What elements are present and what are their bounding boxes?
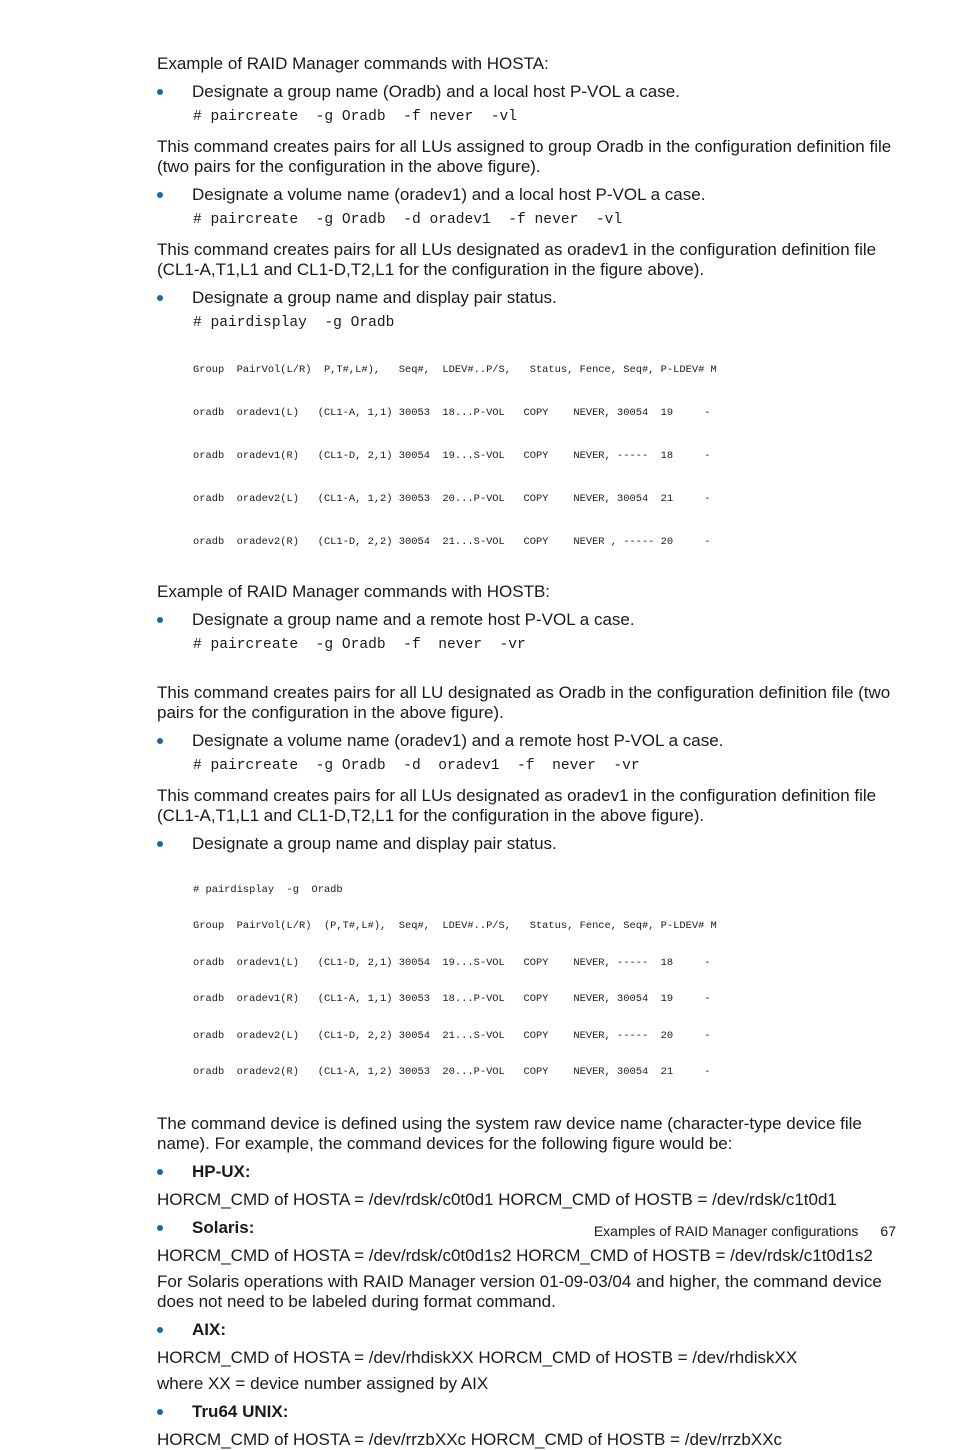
page-number: 67 — [880, 1223, 896, 1239]
paragraph: HORCM_CMD of HOSTA = /dev/rhdiskXX HORCM_CMD of HOSTB = /dev/rhdiskXX — [157, 1348, 798, 1368]
paragraph: This command creates pairs for all LUs assigned to group Oradb in the configuration definition file (two pairs for the configuration in the above figure). — [157, 137, 892, 176]
paragraph: This command creates pairs for all LUs designated as oradev1 in the configuration definition file (CL1-A,T1,L1 and CL1-D,T2,L1 for the configuration in the figure above). — [157, 240, 877, 279]
table-header: Group PairVol(L/R) (P,T#,L#), Seq#, LDEV#..P/S, Status, Fence, Seq#, P-LDEV# M — [193, 920, 717, 933]
bullet-icon — [157, 89, 163, 95]
command-line: # paircreate -g Oradb -d oradev1 -f never -vl — [193, 212, 623, 228]
paragraph: The command device is defined using the system raw device name (character-type device file name). For example, the command devices for the following figure would be: — [157, 1114, 862, 1154]
list-item — [157, 1402, 902, 1422]
table-row: oradb oradev1(L) (CL1-D, 2,1) 30054 19...S-VOL COPY NEVER, ----- 18 - — [193, 956, 711, 969]
command-line: # paircreate -g Oradb -f never -vl — [193, 109, 518, 125]
command-line: # pairdisplay -g Oradb — [193, 315, 395, 331]
list-item — [157, 1320, 902, 1340]
bullet-icon — [157, 295, 163, 301]
os-label-hpux: HP-UX: — [192, 1162, 251, 1182]
bullet-icon — [157, 1225, 163, 1231]
table-row: oradb oradev2(R) (CL1-D, 2,2) 30054 21...S-VOL COPY NEVER , ----- 20 - — [193, 536, 711, 548]
bullet-icon — [157, 841, 163, 847]
list-item — [157, 1162, 902, 1182]
footer-title: Examples of RAID Manager configurations — [593, 1223, 859, 1239]
page-footer — [594, 1223, 896, 1239]
list-item — [157, 834, 902, 854]
bullet-text: Designate a group name and a remote host P-VOL a case. — [192, 610, 635, 629]
paragraph: HORCM_CMD of HOSTA = /dev/rdsk/c0t0d1 HORCM_CMD of HOSTB = /dev/rdsk/c1t0d1 — [157, 1190, 837, 1210]
bullet-text: Designate a group name (Oradb) and a local host P-VOL a case. — [192, 82, 680, 101]
bullet-text: Designate a group name and display pair status. — [192, 288, 557, 307]
bullet-text: Designate a group name and display pair status. — [192, 834, 557, 853]
pairdisplay-output — [193, 337, 902, 576]
bullet-text: Designate a volume name (oradev1) and a remote host P-VOL a case. — [192, 731, 724, 750]
os-label-solaris: Solaris: — [192, 1218, 255, 1238]
table-row: oradb oradev1(L) (CL1-A, 1,1) 30053 18...P-VOL COPY NEVER, 30054 19 - — [193, 407, 711, 419]
bullet-icon — [157, 192, 163, 198]
hostb-intro: Example of RAID Manager commands with HOSTB: — [157, 582, 551, 601]
os-label-tru64: Tru64 UNIX: — [192, 1402, 289, 1422]
table-row: oradb oradev1(R) (CL1-A, 1,1) 30053 18...P-VOL COPY NEVER, 30054 19 - — [193, 993, 711, 1006]
bullet-icon — [157, 1169, 163, 1175]
paragraph: where XX = device number assigned by AIX — [157, 1374, 489, 1394]
paragraph: HORCM_CMD of HOSTA = /dev/rrzbXXc HORCM_CMD of HOSTB = /dev/rrzbXXc — [157, 1430, 783, 1450]
document-page — [157, 54, 902, 1450]
list-item — [157, 610, 902, 630]
table-header: Group PairVol(L/R) P,T#,L#), Seq#, LDEV#..P/S, Status, Fence, Seq#, P-LDEV# M — [193, 364, 717, 376]
paragraph: HORCM_CMD of HOSTA = /dev/rdsk/c0t0d1s2 HORCM_CMD of HOSTB = /dev/rdsk/c1t0d1s2 — [157, 1246, 873, 1266]
pairdisplay-output — [193, 860, 902, 1102]
bullet-icon — [157, 738, 163, 744]
paragraph: This command creates pairs for all LUs designated as oradev1 in the configuration definition file (CL1-A,T1,L1 and CL1-D,T2,L1 for the configuration in the above figure). — [157, 786, 877, 825]
table-row: oradb oradev2(L) (CL1-D, 2,2) 30054 21...S-VOL COPY NEVER, ----- 20 - — [193, 1029, 711, 1042]
list-item — [157, 731, 902, 751]
table-row: oradb oradev1(R) (CL1-D, 2,1) 30054 19...S-VOL COPY NEVER, ----- 18 - — [193, 450, 711, 462]
list-item — [157, 185, 902, 205]
paragraph: This command creates pairs for all LU designated as Oradb in the configuration definition file (two pairs for the configuration in the above figure). — [157, 683, 891, 722]
command-line: # paircreate -g Oradb -d oradev1 -f never -vr — [193, 758, 640, 774]
bullet-icon — [157, 617, 163, 623]
list-item — [157, 288, 902, 308]
table-row: oradb oradev2(L) (CL1-A, 1,2) 30053 20...P-VOL COPY NEVER, 30054 21 - — [193, 493, 711, 505]
hosta-intro: Example of RAID Manager commands with HOSTA: — [157, 54, 549, 73]
command-line: # paircreate -g Oradb -f never -vr — [193, 637, 526, 653]
list-item — [157, 82, 902, 102]
os-label-aix: AIX: — [192, 1320, 226, 1340]
table-row: oradb oradev2(R) (CL1-A, 1,2) 30053 20...P-VOL COPY NEVER, 30054 21 - — [193, 1066, 711, 1079]
bullet-text: Designate a volume name (oradev1) and a local host P-VOL a case. — [192, 185, 706, 204]
paragraph: For Solaris operations with RAID Manager version 01-09-03/04 and higher, the command device does not need to be labeled during format command. — [157, 1272, 882, 1312]
bullet-icon — [157, 1327, 163, 1333]
bullet-icon — [157, 1409, 163, 1415]
command-line: # pairdisplay -g Oradb — [193, 884, 343, 896]
